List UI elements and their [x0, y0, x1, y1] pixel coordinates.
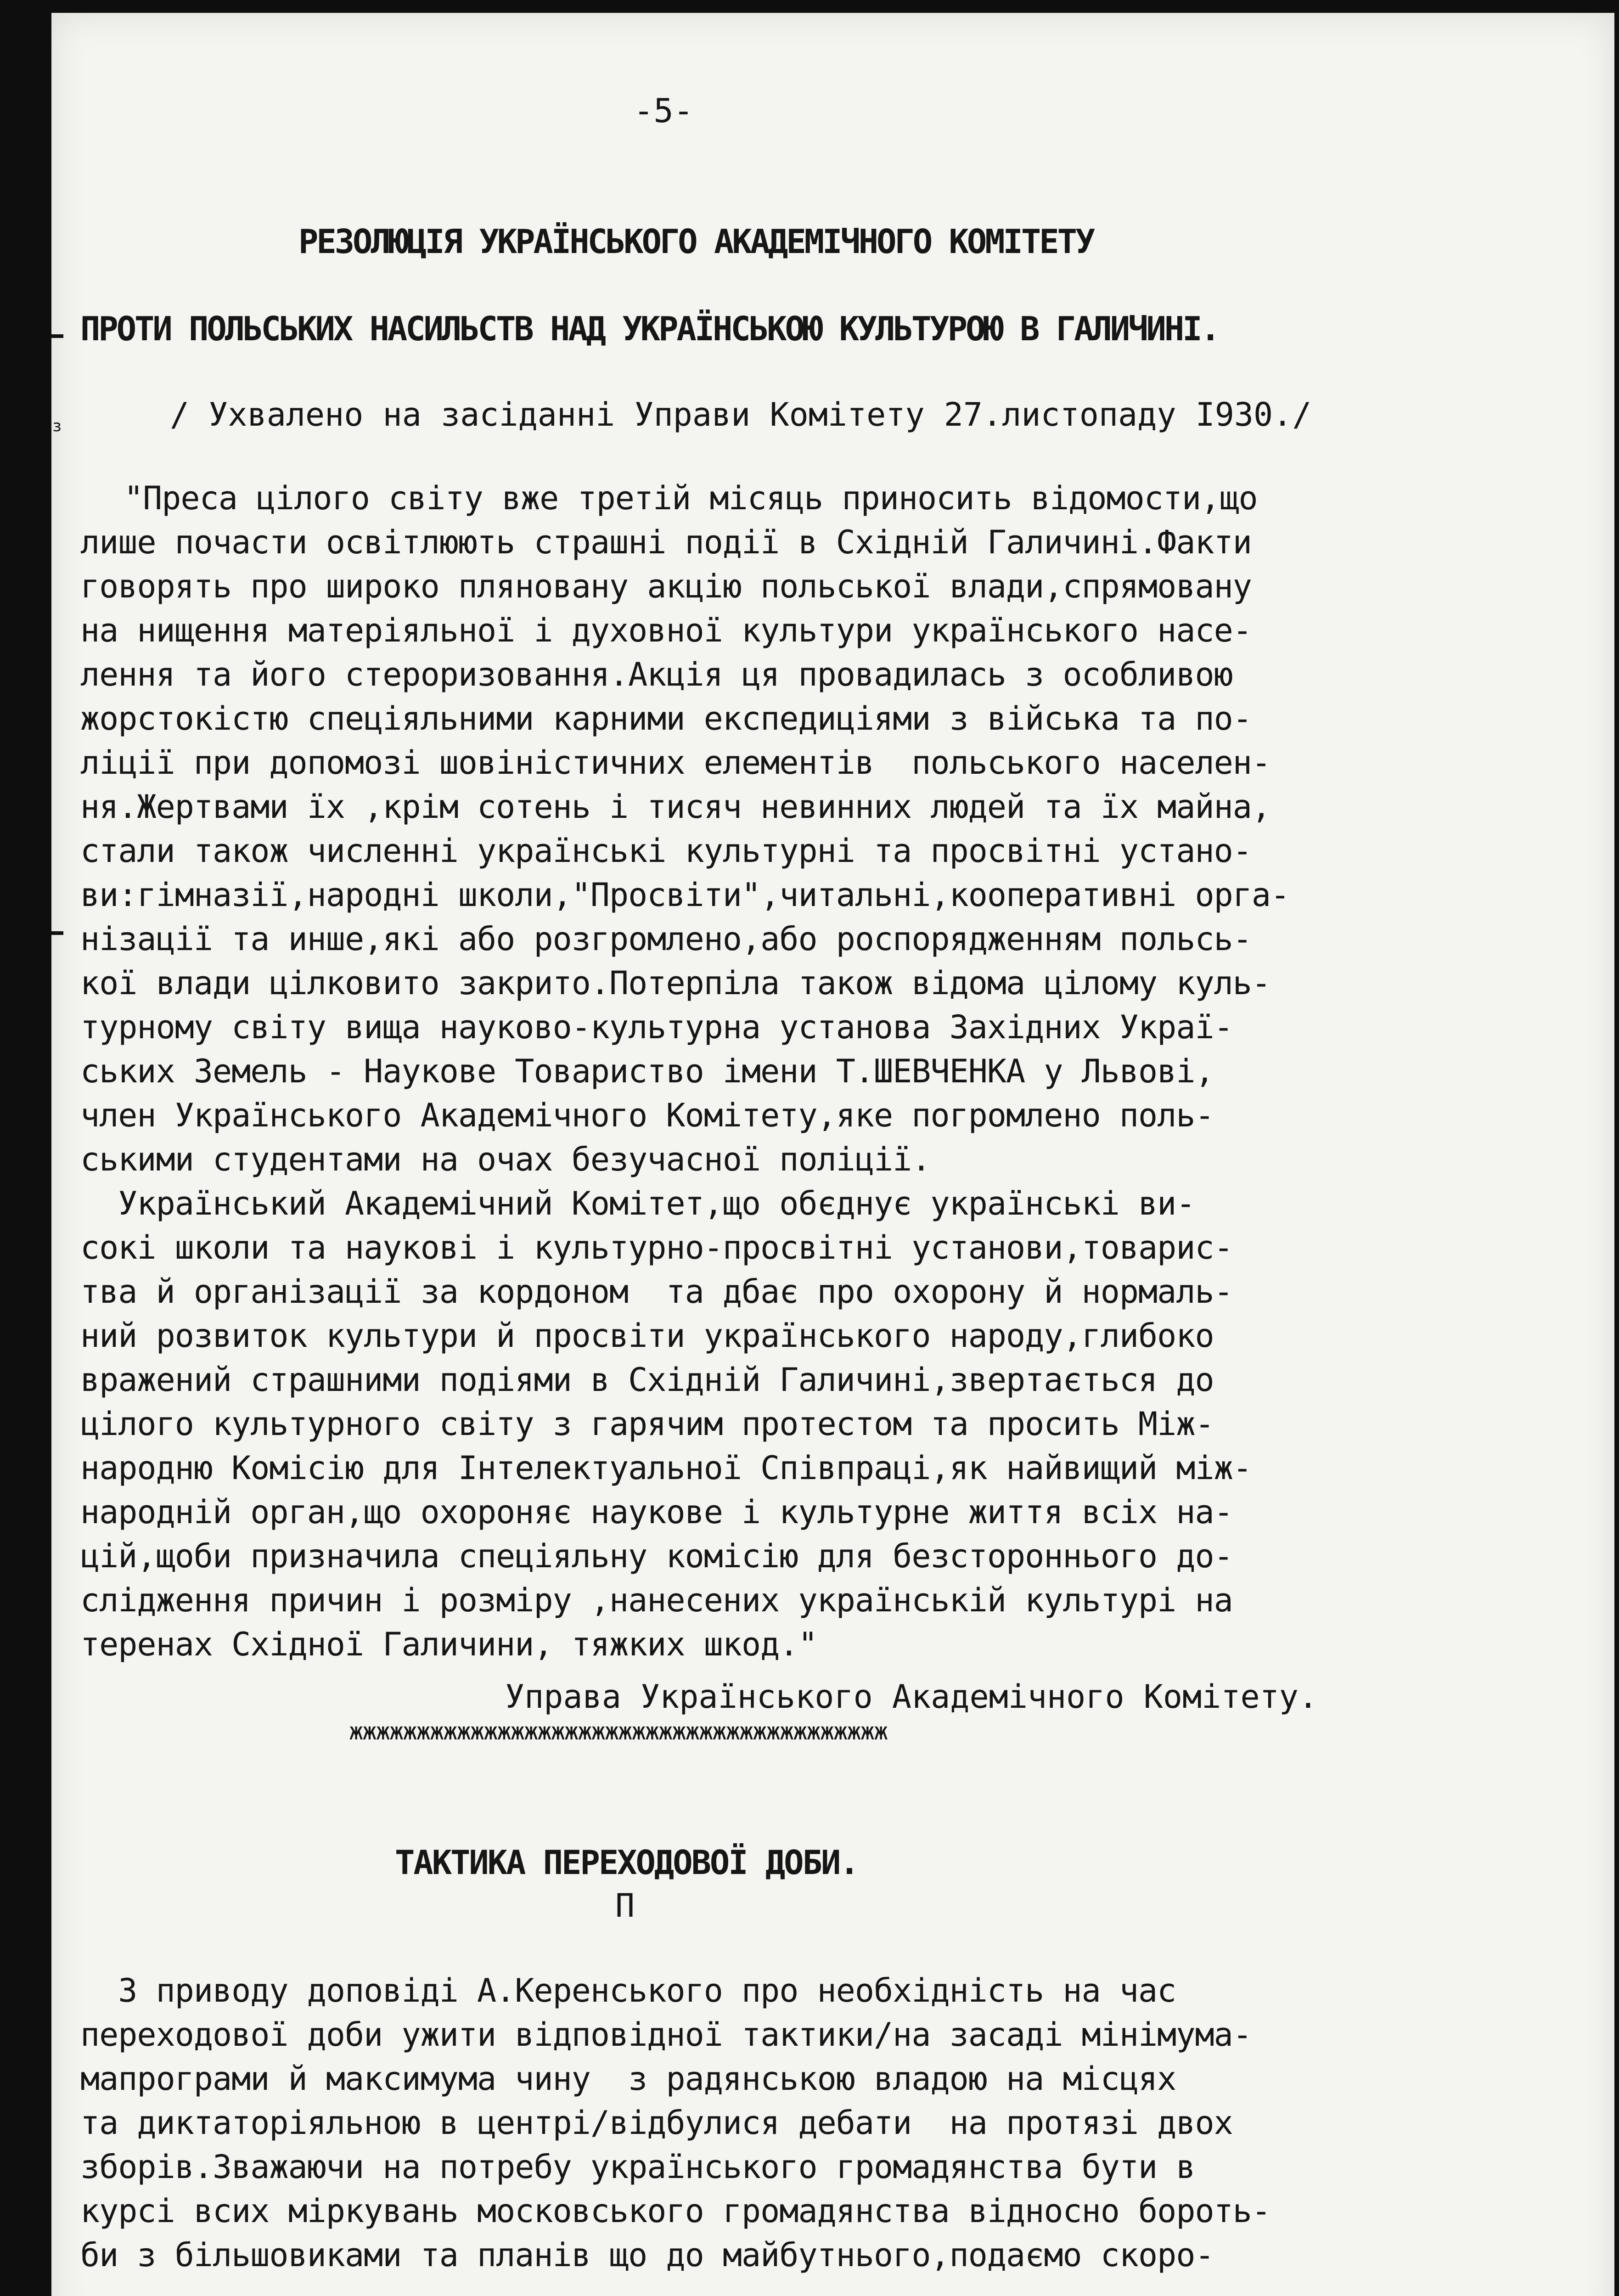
section-line: переходової доби ужити відповідної тактики/на засаді мінімума-	[80, 2016, 1252, 2054]
resolution-line: ви:гімназії,народні школи,"Просвіти",читальні,кооперативні орга-	[80, 876, 1290, 914]
resolution-line: стали також численні українські культурні та просвітні устано-	[80, 832, 1252, 870]
resolution-line: слідження причин і розміру ,нанесених українській культурі на	[80, 1581, 1233, 1619]
resolution-line: жорстокістю спеціяльними карними експедиціями з війська та по-	[80, 700, 1252, 737]
resolution-line: лення та його стероризовання.Акція ця провадилась з особливою	[80, 656, 1233, 693]
resolution-line: вражений страшними подіями в Східній Галичині,звертається до	[80, 1361, 1214, 1399]
resolution-line: лише почасти освітлюють страшні події в Східній Галичині.Факти	[80, 523, 1252, 561]
section-title: ТАКТИКА ПЕРЕХОДОВОЇ ДОБИ.	[395, 1843, 858, 1882]
resolution-line: ських Земель - Наукове Товариство імени Т.ШЕВЧЕНКА у Львові,	[80, 1052, 1214, 1090]
resolution-title-line-1: РЕЗОЛЮЦІЯ УКРАЇНСЬКОГО АКАДЕМІЧНОГО КОМІТЕТУ	[298, 222, 1094, 261]
left-edge-mark	[51, 931, 63, 935]
resolution-line: говорять про широко пляновану акцію польської влади,спрямовану	[80, 568, 1252, 605]
resolution-line: турному світу вища науково-культурна установа Західних Украї-	[80, 1008, 1233, 1046]
section-line: би з більшовиками та планів що до майбутнього,подаємо скоро-	[80, 2236, 1214, 2274]
resolution-line: Український Академічний Комітет,що обєднує українські ви-	[80, 1185, 1195, 1222]
signature: Управа Українського Академічного Комітету.	[505, 1678, 1318, 1716]
page-number: -5-	[634, 91, 694, 130]
resolution-line: нізації та инше,які або розгромлено,або роспорядженням польсь-	[80, 920, 1252, 958]
section-line: та диктаторіяльною в центрі/відбулися дебати на протязі двох	[80, 2104, 1233, 2142]
resolution-line: цілого культурного світу з гарячим протестом та просить Між-	[80, 1405, 1214, 1443]
resolution-title-line-2: ПРОТИ ПОЛЬСЬКИХ НАСИЛЬСТВ НАД УКРАЇНСЬКОЮ КУЛЬТУРОЮ В ГАЛИЧИНІ.	[80, 310, 1219, 348]
resolution-line: член Українського Академічного Комітету,яке погромлено поль-	[80, 1097, 1214, 1134]
resolution-line: ня.Жертвами їх ,крім сотень і тисяч невинних людей та їх майна,	[80, 788, 1271, 826]
resolution-line: ний розвиток культури й просвіти українського народу,глибоко	[80, 1317, 1214, 1355]
section-line: курсі всих міркувань московського громадянства відносно бороть-	[80, 2192, 1271, 2230]
separator-line: жжжжжжжжжжжжжжжжжжжжжжжжжжжжжжжжжжжжжжжж	[349, 1718, 888, 1745]
left-edge-mark	[51, 334, 63, 338]
section-line: зборів.Зважаючи на потребу українського громадянства бути в	[80, 2148, 1195, 2186]
section-line: мапрограми й максимума чину з радянською владою на місцях	[80, 2060, 1176, 2098]
resolution-line: сокі школи та наукові і культурно-просвітні установи,товарис-	[80, 1229, 1233, 1266]
resolution-line: "Преса цілого світу вже третій місяць приносить відомости,що	[124, 479, 1258, 517]
resolution-line: ськими студентами на очах безучасної поліції.	[80, 1141, 931, 1178]
resolution-line: ліції при допомозі шовіністичних елементів польського населен-	[80, 744, 1271, 782]
resolution-line: на нищення матеріяльної і духовної культури українського насе-	[80, 612, 1252, 649]
resolution-line: народню Комісію для Інтелектуальної Співпраці,як найвищий між-	[80, 1449, 1252, 1487]
resolution-line: народній орган,що охороняє наукове і культурне життя всіх на-	[80, 1493, 1233, 1531]
resolution-line: кої влади цілковито закрито.Потерпіла також відома цілому куль-	[80, 964, 1271, 1002]
adoption-note: / Ухвалено на засіданні Управи Комітету 27.листопаду І930./	[170, 396, 1312, 433]
section-number: П	[615, 1887, 635, 1925]
left-edge-fragment: з	[52, 417, 62, 435]
resolution-line: цій,щоби призначила спеціяльну комісію для безстороннього до-	[80, 1537, 1233, 1575]
resolution-line: теренах Східної Галичини, тяжких шкод."	[80, 1626, 817, 1663]
section-line: З приводу доповіді А.Керенського про необхідність на час	[80, 1972, 1176, 2009]
resolution-line: тва й організації за кордоном та дбає про охорону й нормаль-	[80, 1273, 1233, 1311]
